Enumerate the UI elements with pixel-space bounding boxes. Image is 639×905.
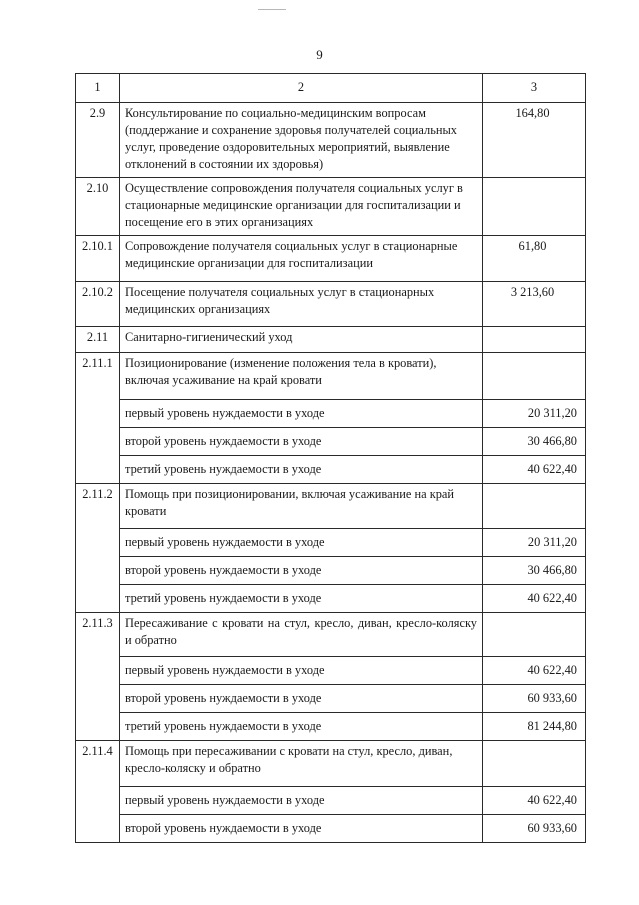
table-row: [76, 484, 586, 529]
level-name: первый уровень нуждаемости в уходе: [120, 529, 483, 557]
level-row: [76, 456, 586, 484]
service-code: 2.11: [76, 327, 120, 353]
level-row: [76, 557, 586, 585]
level-name: первый уровень нуждаемости в уходе: [120, 657, 483, 685]
service-name: Осуществление сопровождения получателя социальных услуг в стационарные медицинские организации для госпитализации и посещение его в этих организациях: [120, 178, 483, 236]
level-name: третий уровень нуждаемости в уходе: [120, 713, 483, 741]
level-price: 20 311,20: [483, 400, 586, 428]
table-header-row: [76, 74, 586, 103]
level-row: [76, 685, 586, 713]
header-col-3: 3: [483, 74, 586, 103]
service-price: 164,80: [483, 103, 586, 178]
service-name: Сопровождение получателя социальных услуг в стационарные медицинские организации для госпитализации: [120, 236, 483, 282]
service-name: Пересаживание с кровати на стул, кресло, диван, кресло-коляску и обратно: [120, 613, 483, 657]
table-row: [76, 353, 586, 400]
table-row: [76, 613, 586, 657]
level-name: третий уровень нуждаемости в уходе: [120, 456, 483, 484]
level-name: первый уровень нуждаемости в уходе: [120, 787, 483, 815]
service-code: 2.10.2: [76, 282, 120, 327]
level-price: 81 244,80: [483, 713, 586, 741]
service-code: 2.10: [76, 178, 120, 236]
level-name: второй уровень нуждаемости в уходе: [120, 685, 483, 713]
level-price: 40 622,40: [483, 585, 586, 613]
level-name: второй уровень нуждаемости в уходе: [120, 557, 483, 585]
page-number: 9: [316, 47, 323, 62]
header-col-1: 1: [76, 74, 120, 103]
level-row: [76, 657, 586, 685]
service-price: [483, 178, 586, 236]
level-price: 40 622,40: [483, 456, 586, 484]
level-price: 30 466,80: [483, 557, 586, 585]
service-price: [483, 741, 586, 787]
level-price: 30 466,80: [483, 428, 586, 456]
level-row: [76, 585, 586, 613]
service-name: Помощь при позиционировании, включая усаживание на край кровати: [120, 484, 483, 529]
level-price: 40 622,40: [483, 787, 586, 815]
level-row: [76, 787, 586, 815]
service-code: 2.9: [76, 103, 120, 178]
tariff-table: [75, 73, 586, 843]
level-name: второй уровень нуждаемости в уходе: [120, 428, 483, 456]
table-row: [76, 327, 586, 353]
header-col-2: 2: [120, 74, 483, 103]
level-name: третий уровень нуждаемости в уходе: [120, 585, 483, 613]
level-row: [76, 713, 586, 741]
service-price: [483, 613, 586, 657]
service-price: [483, 327, 586, 353]
table-row: [76, 236, 586, 282]
service-name: Санитарно-гигиенический уход: [120, 327, 483, 353]
level-name: второй уровень нуждаемости в уходе: [120, 815, 483, 843]
service-price: [483, 353, 586, 400]
level-price: 20 311,20: [483, 529, 586, 557]
service-code: 2.11.2: [76, 484, 120, 613]
service-code: 2.11.4: [76, 741, 120, 843]
service-code: 2.11.3: [76, 613, 120, 741]
table-row: [76, 103, 586, 178]
service-name: Посещение получателя социальных услуг в стационарных медицинских организациях: [120, 282, 483, 327]
level-row: [76, 529, 586, 557]
level-row: [76, 815, 586, 843]
service-name: Помощь при пересаживании с кровати на стул, кресло, диван, кресло-коляску и обратно: [120, 741, 483, 787]
service-code: 2.10.1: [76, 236, 120, 282]
level-row: [76, 428, 586, 456]
service-price: 3 213,60: [483, 282, 586, 327]
service-price: 61,80: [483, 236, 586, 282]
table-row: [76, 178, 586, 236]
level-row: [76, 400, 586, 428]
table-row: [76, 741, 586, 787]
top-scan-mark: [258, 9, 286, 10]
service-code: 2.11.1: [76, 353, 120, 484]
table-row: [76, 282, 586, 327]
level-price: 60 933,60: [483, 685, 586, 713]
service-price: [483, 484, 586, 529]
level-name: первый уровень нуждаемости в уходе: [120, 400, 483, 428]
level-price: 60 933,60: [483, 815, 586, 843]
level-price: 40 622,40: [483, 657, 586, 685]
service-name: Позиционирование (изменение положения тела в кровати), включая усаживание на край кровати: [120, 353, 483, 400]
service-name: Консультирование по социально-медицинским вопросам (поддержание и сохранение здоровья получателей социальных услуг, проведение оздоровительных мероприятий, выявление отклонений в состоянии их здоровья): [120, 103, 483, 178]
